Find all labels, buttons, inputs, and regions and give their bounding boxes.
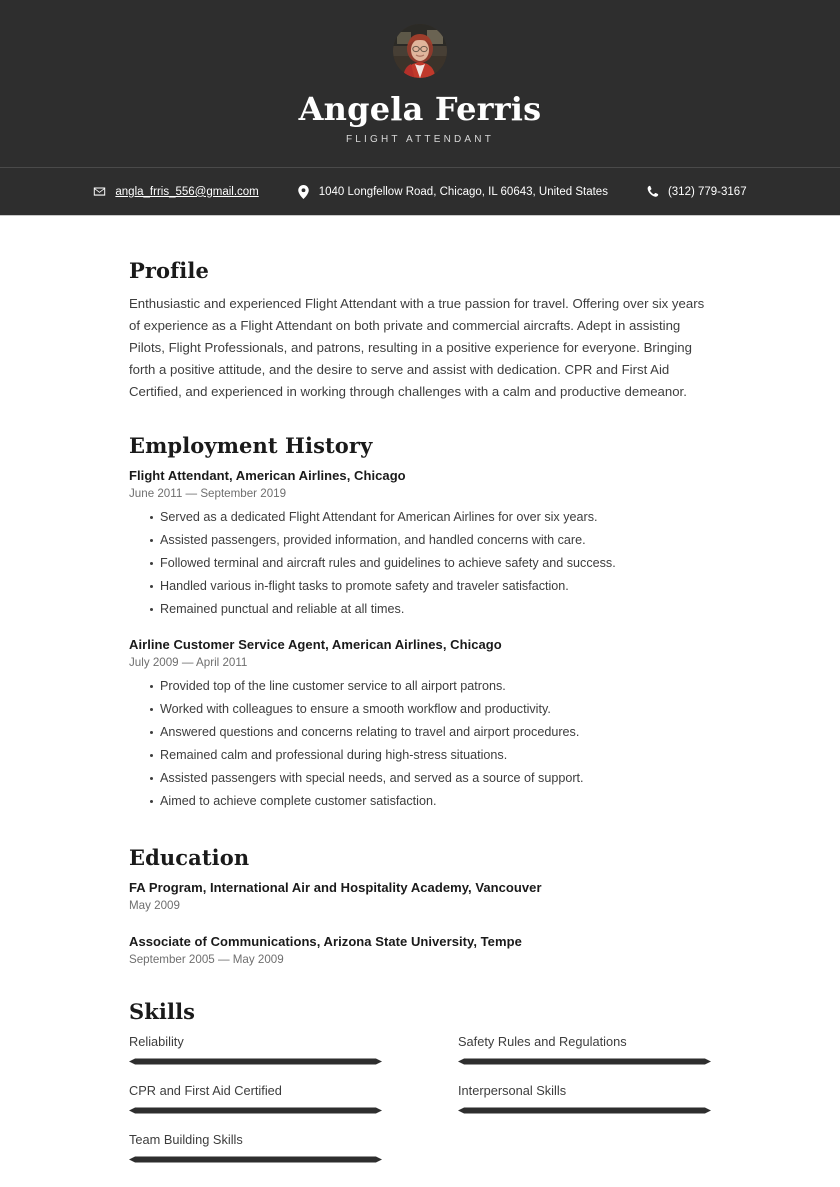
list-item: Remained calm and professional during high-stress situations. [129,744,711,767]
skill-level-bar [129,1106,382,1115]
employment-heading: Employment History [129,433,373,459]
list-item: Handled various in-flight tasks to promote safety and traveler satisfaction. [129,575,711,598]
employment-entry-date: June 2011 — September 2019 [129,487,287,501]
list-item: Assisted passengers, provided information, and handled concerns with care. [129,529,711,552]
employment-entry [129,468,711,621]
contact-phone [646,185,747,198]
section-employment-history [129,433,711,813]
skill-label: CPR and First Aid Certified [129,1083,282,1099]
map-pin-icon [297,185,310,198]
section-profile [129,258,711,403]
skill-label: Safety Rules and Regulations [458,1034,627,1050]
skills-heading: Skills [129,999,196,1025]
list-item: Assisted passengers with special needs, and served as a source of support. [129,767,711,790]
employment-entry-title: Airline Customer Service Agent, American Airlines, Chicago [129,637,502,653]
avatar-photo-icon [393,24,447,78]
resume-header [0,0,840,168]
skill-item [129,1132,382,1164]
page-title: Angela Ferris [298,90,542,128]
list-item: Provided top of the line customer service to all airport patrons. [129,675,711,698]
profile-text: Enthusiastic and experienced Flight Attendant with a true passion for travel. Offering over six years of experience as a Flight Attendant on both private and commercial aircrafts. Adept in assisting Pilots, Flight Professionals, and patrons, resulting in a positive experience for everyone. Bringing forth a positive attitude, and the desire to serve and assist with dedication. CPR and First Aid Certified, and experienced in working through challenges with a calm and productive demeanor. [129,296,705,400]
skill-level-bar [129,1155,382,1164]
list-item: Remained punctual and reliable at all times. [129,598,711,621]
contact-address-text: 1040 Longfellow Road, Chicago, IL 60643, United States [318,185,608,198]
resume-content [0,216,840,1181]
contact-email-text[interactable]: angla_frris_556@gmail.com [115,185,259,198]
education-entry-title: Associate of Communications, Arizona State University, Tempe [129,934,522,950]
profile-heading: Profile [129,258,209,284]
skill-item [458,1034,711,1066]
envelope-icon [93,185,106,198]
contact-phone-text: (312) 779-3167 [667,185,747,198]
phone-icon [646,185,659,198]
skills-grid [129,1034,711,1181]
list-item: Answered questions and concerns relating to travel and airport procedures. [129,721,711,744]
employment-entry-date: July 2009 — April 2011 [129,656,248,670]
education-entry-date: September 2005 — May 2009 [129,953,284,967]
avatar [393,24,447,78]
education-heading: Education [129,845,250,871]
skill-level-bar [129,1057,382,1066]
education-entry [129,880,711,912]
list-item: Worked with colleagues to ensure a smooth workflow and productivity. [129,698,711,721]
employment-entry [129,637,711,813]
skill-label: Reliability [129,1034,184,1050]
contact-address [297,185,608,198]
skill-level-bar [458,1106,711,1115]
education-entry-date: May 2009 [129,899,180,913]
skill-item [129,1083,382,1115]
list-item: Followed terminal and aircraft rules and guidelines to achieve safety and success. [129,552,711,575]
contact-bar [0,168,840,216]
section-education [129,845,711,966]
header-job-title: FLIGHT ATTENDANT [345,134,495,146]
skill-level-bar [458,1057,711,1066]
section-skills [129,999,711,1181]
skill-label: Interpersonal Skills [458,1083,567,1099]
employment-entry-bullets [129,675,711,813]
skill-item [458,1083,711,1115]
list-item: Aimed to achieve complete customer satisfaction. [129,790,711,813]
employment-entry-bullets [129,506,711,621]
employment-entry-title: Flight Attendant, American Airlines, Chicago [129,468,406,484]
education-entry-title: FA Program, International Air and Hospitality Academy, Vancouver [129,880,542,896]
skill-item [129,1034,382,1066]
skill-label: Team Building Skills [129,1132,243,1148]
list-item: Served as a dedicated Flight Attendant for American Airlines for over six years. [129,506,711,529]
education-entry [129,934,711,966]
contact-email[interactable] [93,185,258,198]
